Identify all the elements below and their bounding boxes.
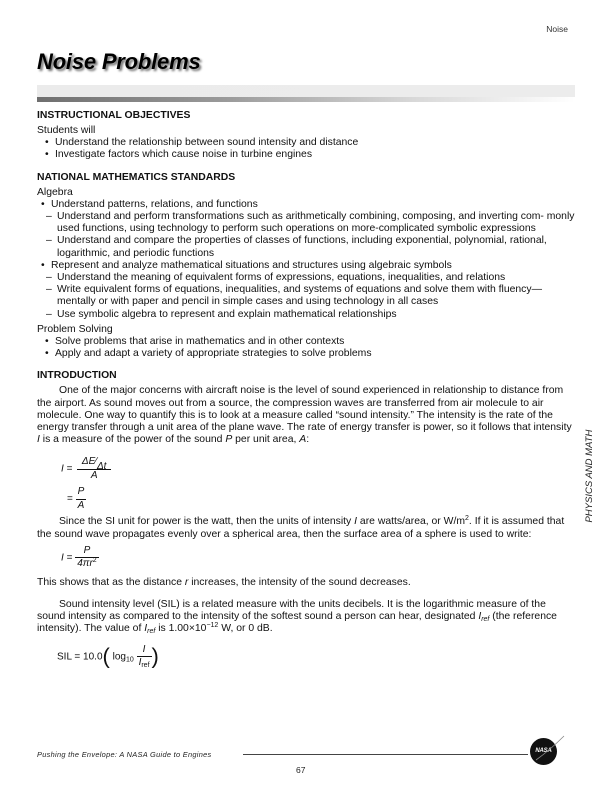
objectives-lead: Students will (37, 125, 96, 136)
objective-item: • Investigate factors which cause noise in turbine engines (45, 149, 577, 161)
intro-paragraph-3: This shows that as the distance r increases, the intensity of the sound decreases. (37, 576, 411, 588)
algebra-subitem: – Understand and compare the properties of classes of functions, including exponential, polynomial, rational, logarithmic, and periodic functions (41, 235, 577, 259)
problem-solving-label: Problem Solving (37, 323, 113, 335)
running-head: Noise (546, 24, 568, 34)
intro-paragraph-1: One of the major concerns with aircraft noise is the level of sound experienced in relationship to distance from the airport. As sound moves out from a source, the compression waves are transferred from air molecule to air molecule. One way to quantify this is to look at a measure called “sound intensity.” The intensity is the rate of the energy transfer through a unit area of the plane wave. The rate of energy transfer is power, so it follows that intensity I is a measure of the power of the sound P per unit area, A: (37, 385, 572, 446)
intro-paragraph-2: Since the SI unit for power is the watt, then the units of intensity I are watts/area, or $W/m^2$. If it is assumed that the sound wave propagates evenly over a spherical area, then the surface area of a sphere is used to write: (37, 515, 565, 540)
intro-paragraph-4: Sound intensity level (SIL) is a related measure with the units decibels. It is the logarithmic measure of the sound intensity as compared to the intensity of the softest sound a person can hear, designated $I_{ref}$ (the reference intensity). The value of $I_{ref}$ is $1.00\times 10^{-12}$ W, or 0 dB. (37, 599, 557, 636)
objectives-list (37, 137, 577, 161)
title-band (37, 85, 575, 97)
page-title: Noise Problems (37, 49, 201, 74)
algebra-bullet: • Understand patterns, relations, and functions (41, 199, 577, 211)
algebra-list (37, 199, 577, 321)
algebra-subitem: – Use symbolic algebra to represent and explain mathematical relationships (41, 309, 577, 321)
problem-solving-item: • Apply and adapt a variety of appropriate strategies to solve problems (45, 348, 577, 360)
page-number: 67 (296, 765, 306, 775)
footer-rule (243, 754, 528, 755)
objectives-heading: INSTRUCTIONAL OBJECTIVES (37, 110, 191, 121)
nasa-swoosh-icon (534, 734, 566, 766)
algebra-subitem: – Understand and perform transformations such as arithmetically combining, composing, and inverting com- monly used functions, using technology to perform such operations on more-complicated symbolic expressions (41, 211, 577, 235)
problem-solving-item: • Solve problems that arise in mathematics and in other contexts (45, 336, 577, 348)
introduction (37, 370, 577, 677)
equation-sil: SIL = 10.0( $\log_{10}$ $\frac{I}{I_{ref}}$ ) (57, 643, 159, 669)
page-content (37, 110, 577, 682)
objective-item: • Understand the relationship between sound intensity and distance (45, 137, 577, 149)
math-standards (37, 172, 577, 361)
footer-guide-title: Pushing the Envelope: A NASA Guide to Engines (37, 750, 212, 759)
introduction-heading: INTRODUCTION (37, 370, 117, 382)
section-side-label: PHYSICS AND MATH (583, 429, 595, 523)
nasa-logo-icon: NASA (530, 738, 557, 765)
algebra-label: Algebra (37, 186, 73, 198)
algebra-subitem: – Write equivalent forms of equations, inequalities, and systems of equations and solve them with fluency—mentally or with paper and pencil in simple cases and using technology in all cases (41, 284, 577, 308)
equation-spherical-intensity: I = $\frac{P}{4\pi r^2}$ (61, 544, 97, 570)
problem-solving-list (37, 336, 577, 360)
algebra-bullet: • Represent and analyze mathematical situations and structures using algebraic symbols (41, 260, 577, 272)
equation-intensity-definition: I = $\frac{\Delta E∕\Delta t}{A}$ = $\frac{P}{A}$ (61, 452, 577, 510)
instructional-objectives (37, 110, 577, 162)
standards-heading: NATIONAL MATHEMATICS STANDARDS (37, 171, 236, 183)
title-gradient-bar (37, 97, 575, 102)
algebra-subitem: – Understand the meaning of equivalent forms of expressions, equations, inequalities, and relations (41, 272, 577, 284)
